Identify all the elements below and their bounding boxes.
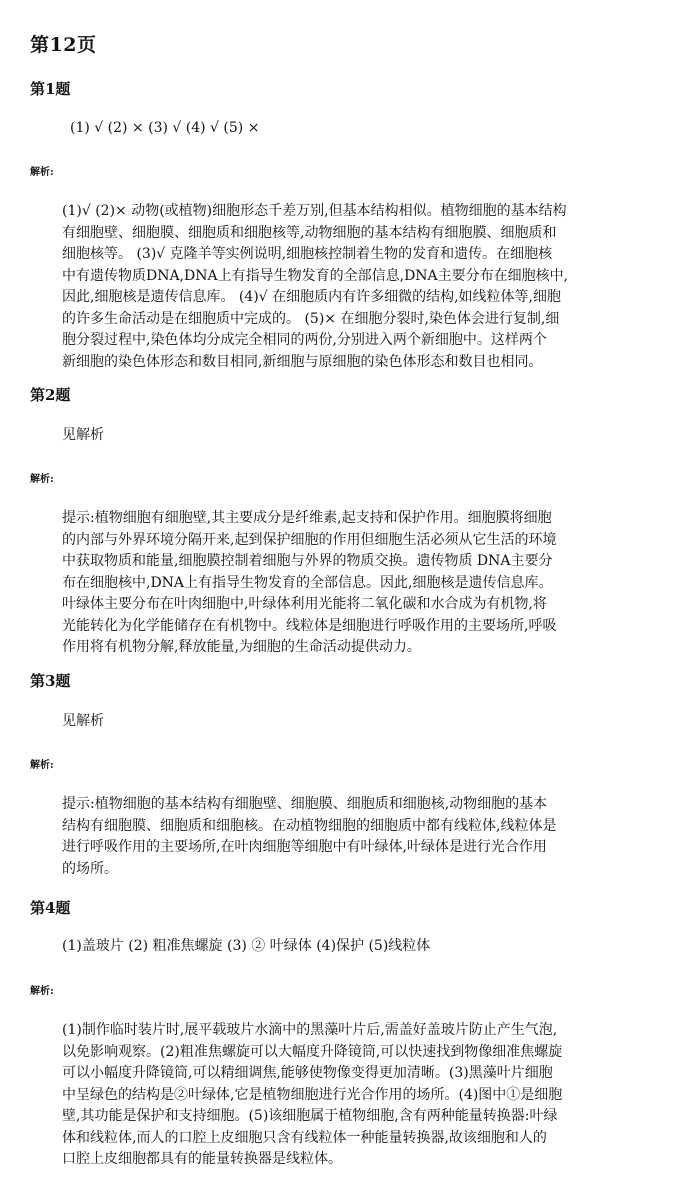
explanation-line: 叶绿体主要分布在叶肉细胞中,叶绿体利用光能将二氧化碳和水合成为有机物,将 — [62, 596, 547, 612]
explanation-line: 胞分裂过程中,染色体均分成完全相同的两份,分别进入两个新细胞中。这样两个 — [62, 332, 547, 348]
question-3-heading: 第3题 — [30, 672, 71, 690]
explanation-line: 布在细胞核中,DNA上有指导生物发育的全部信息。因此,细胞核是遗传信息库。 — [62, 574, 553, 591]
question-3-answer: 见解析 — [62, 713, 104, 729]
explanation-line: 作用将有机物分解,释放能量,为细胞的生命活动提供动力。 — [62, 639, 421, 655]
explanation-line: (1)制作临时装片时,展平载玻片水滴中的黑藻叶片后,需盖好盖玻片防止产生气泡, — [62, 1022, 558, 1038]
explanation-line: 中有遗传物质DNA,DNA上有指导生物发育的全部信息,DNA主要分布在细胞核中, — [62, 267, 569, 284]
question-1-jiexi-label: 解析: — [30, 167, 54, 178]
explanation-line: 有细胞壁、细胞膜、细胞质和细胞核等,动物细胞的基本结构有细胞膜、细胞质和 — [62, 224, 557, 241]
explanation-line: 的许多生命活动是在细胞质中完成的。 (5)× 在细胞分裂时,染色体会进行复制,细 — [62, 310, 560, 327]
question-4-answer: (1)盖玻片 (2) 粗准焦螺旋 (3) ② 叶绿体 (4)保护 (5)线粒体 — [62, 938, 431, 954]
question-4-heading: 第4题 — [30, 899, 71, 917]
page-title: 第12页 — [30, 34, 97, 56]
question-1-explanation — [62, 201, 632, 373]
explanation-line: 提示:植物细胞的基本结构有细胞壁、细胞膜、细胞质和细胞核,动物细胞的基本 — [62, 796, 548, 812]
question-3-jiexi-label: 解析: — [30, 760, 54, 771]
question-3-explanation — [62, 794, 632, 880]
explanation-line: 口腔上皮细胞都具有的能量转换器是线粒体。 — [62, 1151, 342, 1167]
explanation-line: 因此,细胞核是遗传信息库。 (4)√ 在细胞质内有许多细微的结构,如线粒体等,细胞 — [62, 289, 562, 305]
question-1-heading: 第1题 — [30, 80, 71, 98]
explanation-line: (1)√ (2)× 动物(或植物)细胞形态千差万别,但基本结构相似。植物细胞的基本结构 — [62, 203, 567, 219]
question-4-jiexi-label: 解析: — [30, 986, 54, 997]
explanation-line: 新细胞的染色体形态和数目相同,新细胞与原细胞的染色体形态和数目也相同。 — [62, 353, 543, 370]
question-2-answer: 见解析 — [62, 427, 104, 443]
explanation-line: 细胞核等。 (3)√ 克隆羊等实例说明,细胞核控制着生物的发育和遗传。在细胞核 — [62, 246, 553, 262]
explanation-line: 的场所。 — [62, 860, 118, 877]
explanation-line: 以免影响观察。(2)粗准焦螺旋可以大幅度升降镜筒,可以快速找到物像细准焦螺旋 — [62, 1043, 563, 1060]
explanation-line: 体和线粒体,而人的口腔上皮细胞只含有线粒体一种能量转换器,故该细胞和人的 — [62, 1129, 547, 1146]
question-2-explanation — [62, 508, 632, 659]
question-1-answer: (1) √ (2) × (3) √ (4) √ (5) × — [70, 120, 260, 136]
explanation-line: 提示:植物细胞有细胞壁,其主要成分是纤维素,起支持和保护作用。细胞膜将细胞 — [62, 510, 552, 526]
explanation-line: 光能转化为化学能储存在有机物中。线粒体是细胞进行呼吸作用的主要场所,呼吸 — [62, 617, 557, 634]
question-2-heading: 第2题 — [30, 386, 71, 404]
explanation-line: 进行呼吸作用的主要场所,在叶肉细胞等细胞中有叶绿体,叶绿体是进行光合作用 — [62, 839, 547, 855]
explanation-line: 中呈绿色的结构是②叶绿体,它是植物细胞进行光合作用的场所。(4)图中①是细胞 — [62, 1086, 563, 1103]
explanation-line: 的内部与外界环境分隔开来,起到保护细胞的作用但细胞生活必须从它生活的环境 — [62, 531, 557, 548]
explanation-line: 结构有细胞膜、细胞质和细胞核。在动植物细胞的细胞质中都有线粒体,线粒体是 — [62, 817, 557, 834]
explanation-line: 壁,其功能是保护和支持细胞。(5)该细胞属于植物细胞,含有两种能量转换器:叶绿 — [62, 1108, 558, 1124]
question-2-jiexi-label: 解析: — [30, 474, 54, 485]
question-4-explanation — [62, 1020, 632, 1171]
explanation-line: 可以小幅度升降镜筒,可以精细调焦,能够使物像变得更加清晰。(3)黑藻叶片细胞 — [62, 1065, 553, 1081]
explanation-line: 中获取物质和能量,细胞膜控制着细胞与外界的物质交换。遗传物质 DNA主要分 — [62, 553, 553, 569]
